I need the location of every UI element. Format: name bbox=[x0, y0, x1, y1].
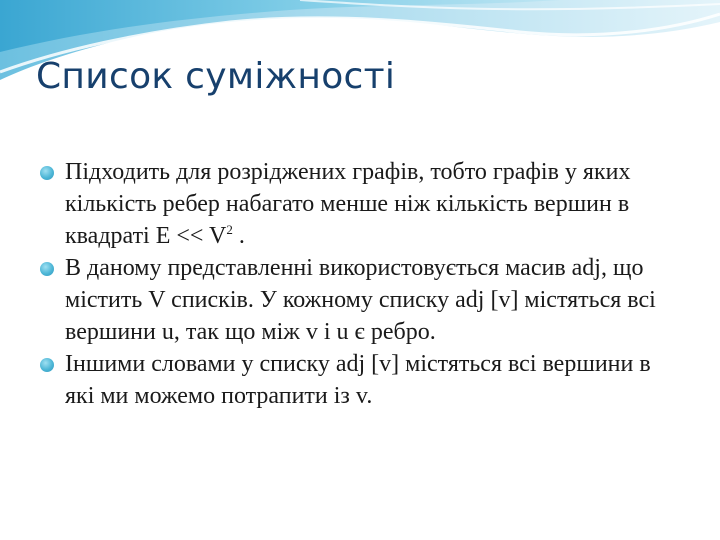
round-bullet-icon bbox=[40, 262, 54, 276]
bullet-text-end: . bbox=[232, 223, 245, 249]
bullet-item bbox=[40, 348, 680, 412]
bullet-text: В даному представленні використовується масив adj, що містить V списків. У кожному списку adj [v] містяться всі вершини u, так що між v і u є ребро. bbox=[65, 255, 656, 345]
round-bullet-icon bbox=[40, 166, 54, 180]
bullet-item bbox=[40, 252, 680, 348]
slide-title: Список суміжності bbox=[36, 56, 396, 97]
round-bullet-icon bbox=[40, 358, 54, 372]
bullet-superscript: 2 bbox=[226, 222, 233, 237]
bullet-text: Іншими словами у списку adj [v] містяться всі вершини в які ми можемо потрапити із v. bbox=[65, 351, 651, 409]
bullet-list bbox=[40, 156, 680, 412]
bullet-item bbox=[40, 156, 680, 252]
bullet-text: Підходить для розріджених графів, тобто графів у яких кількість ребер набагато менше ніж кількість вершин в квадраті E << V bbox=[65, 159, 631, 249]
